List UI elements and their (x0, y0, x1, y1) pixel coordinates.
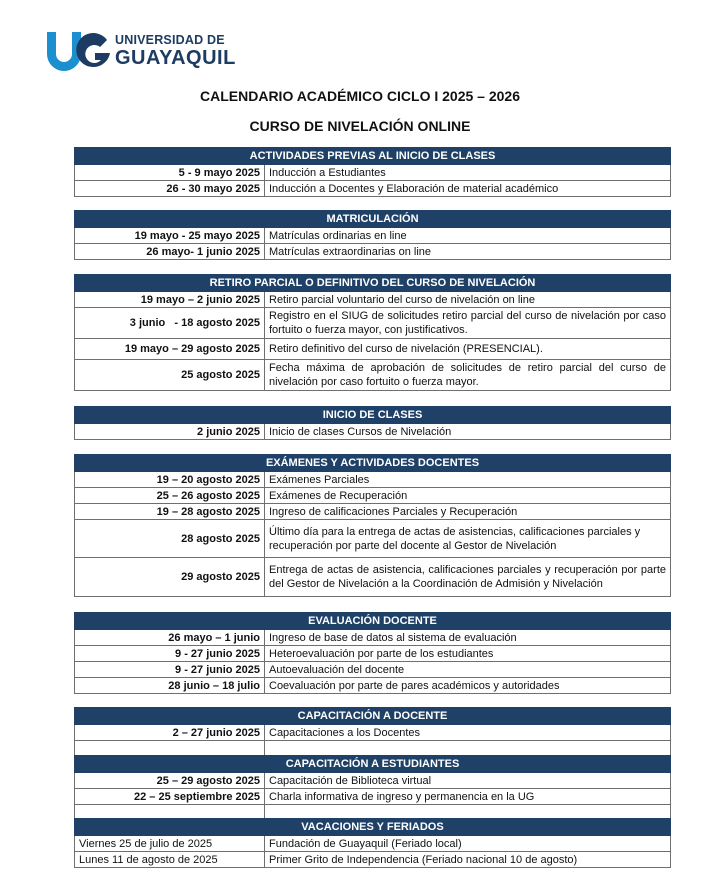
logo-line-1: UNIVERSIDAD DE (115, 33, 225, 48)
logo-line-2: GUAYAQUIL (115, 46, 236, 69)
row-description: Entrega de actas de asistencia, calificaciones parciales y recuperación por parte del Gestor de Nivelación a la Coordinación de Admisión y Nivelación (265, 558, 671, 597)
row-date: 25 – 29 agosto 2025 (75, 773, 265, 789)
row-description: Fecha máxima de aprobación de solicitudes de retiro parcial del curso de nivelación por caso fortuito o fuerza mayor. (265, 360, 671, 391)
table-row (75, 244, 671, 260)
row-description: Heteroevaluación por parte de los estudiantes (265, 646, 671, 662)
row-date: Lunes 11 de agosto de 2025 (75, 852, 265, 868)
row-description-empty (265, 741, 671, 756)
section-header: ACTIVIDADES PREVIAS AL INICIO DE CLASES (75, 148, 671, 165)
table-row (75, 852, 671, 868)
row-description: Matrículas ordinarias en line (265, 228, 671, 244)
row-description: Ingreso de base de datos al sistema de evaluación (265, 630, 671, 646)
table-row (75, 678, 671, 694)
row-description: Charla informativa de ingreso y permanencia en la UG (265, 789, 671, 805)
row-description: Primer Grito de Independencia (Feriado nacional 10 de agosto) (265, 852, 671, 868)
section-header: INICIO DE CLASES (75, 407, 671, 424)
row-description: Inducción a Docentes y Elaboración de material académico (265, 181, 671, 197)
row-description: Autoevaluación del docente (265, 662, 671, 678)
row-date: 28 junio – 18 julio (75, 678, 265, 694)
row-date: Viernes 25 de julio de 2025 (75, 836, 265, 852)
row-description: Último día para la entrega de actas de asistencias, calificaciones parciales y recuperación por parte del docente al Gestor de Nivelación (265, 520, 671, 558)
row-description: Registro en el SIUG de solicitudes retiro parcial del curso de nivelación por caso fortuito o fuerza mayor, con justificativos. (265, 308, 671, 339)
row-date: 9 - 27 junio 2025 (75, 646, 265, 662)
table-row (75, 308, 671, 339)
row-date: 22 – 25 septiembre 2025 (75, 789, 265, 805)
row-date: 29 agosto 2025 (75, 558, 265, 597)
row-date: 5 - 9 mayo 2025 (75, 165, 265, 181)
ug-logo-icon (45, 30, 111, 72)
section-capacitacion-estudiantes (74, 755, 671, 820)
row-date: 25 agosto 2025 (75, 360, 265, 391)
row-date: 19 mayo – 2 junio 2025 (75, 292, 265, 308)
table-row (75, 424, 671, 440)
table-row (75, 472, 671, 488)
table-row (75, 228, 671, 244)
row-description: Capacitaciones a los Docentes (265, 725, 671, 741)
section-capacitacion-docente (74, 707, 671, 756)
row-description: Exámenes Parciales (265, 472, 671, 488)
row-date-empty (75, 741, 265, 756)
row-date: 19 – 28 agosto 2025 (75, 504, 265, 520)
row-date: 26 - 30 mayo 2025 (75, 181, 265, 197)
row-date: 26 mayo – 1 junio (75, 630, 265, 646)
row-date: 2 – 27 junio 2025 (75, 725, 265, 741)
row-date: 9 - 27 junio 2025 (75, 662, 265, 678)
table-row (75, 504, 671, 520)
section-vacaciones-feriados (74, 818, 671, 868)
row-description: Retiro parcial voluntario del curso de nivelación on line (265, 292, 671, 308)
table-row (75, 773, 671, 789)
section-inicio-clases (74, 406, 671, 440)
row-description: Matrículas extraordinarias on line (265, 244, 671, 260)
section-header: EXÁMENES Y ACTIVIDADES DOCENTES (75, 455, 671, 472)
table-row (75, 165, 671, 181)
row-description: Fundación de Guayaquil (Feriado local) (265, 836, 671, 852)
section-header: MATRICULACIÓN (75, 211, 671, 228)
table-row (75, 181, 671, 197)
section-retiro (74, 274, 671, 391)
page-title: CALENDARIO ACADÉMICO CICLO I 2025 – 2026 (200, 88, 520, 104)
table-row (75, 339, 671, 360)
table-row (75, 558, 671, 597)
row-date: 19 – 20 agosto 2025 (75, 472, 265, 488)
row-description: Exámenes de Recuperación (265, 488, 671, 504)
row-date: 3 junio - 18 agosto 2025 (75, 308, 265, 339)
section-header: VACACIONES Y FERIADOS (75, 819, 671, 836)
row-date: 2 junio 2025 (75, 424, 265, 440)
table-row (75, 662, 671, 678)
section-actividades-previas (74, 147, 671, 197)
row-description: Retiro definitivo del curso de nivelación (PRESENCIAL). (265, 339, 671, 360)
row-date: 25 – 26 agosto 2025 (75, 488, 265, 504)
row-date: 19 mayo – 29 agosto 2025 (75, 339, 265, 360)
table-row (75, 360, 671, 391)
table-row (75, 836, 671, 852)
section-examenes (74, 454, 671, 597)
table-row (75, 630, 671, 646)
section-evaluacion-docente (74, 612, 671, 694)
section-header: RETIRO PARCIAL O DEFINITIVO DEL CURSO DE NIVELACIÓN (75, 275, 671, 292)
university-logo (45, 30, 236, 72)
row-date: 19 mayo - 25 mayo 2025 (75, 228, 265, 244)
row-description: Inducción a Estudiantes (265, 165, 671, 181)
row-description: Capacitación de Biblioteca virtual (265, 773, 671, 789)
row-description: Inicio de clases Cursos de Nivelación (265, 424, 671, 440)
table-row (75, 646, 671, 662)
row-date: 26 mayo- 1 junio 2025 (75, 244, 265, 260)
row-description: Coevaluación por parte de pares académicos y autoridades (265, 678, 671, 694)
table-row (75, 725, 671, 741)
section-matriculacion (74, 210, 671, 260)
section-header: CAPACITACIÓN A ESTUDIANTES (75, 756, 671, 773)
table-row (75, 488, 671, 504)
table-row (75, 789, 671, 805)
table-row-empty (75, 741, 671, 756)
row-description: Ingreso de calificaciones Parciales y Recuperación (265, 504, 671, 520)
table-row (75, 520, 671, 558)
section-header: EVALUACIÓN DOCENTE (75, 613, 671, 630)
section-header: CAPACITACIÓN A DOCENTE (75, 708, 671, 725)
page-subtitle: CURSO DE NIVELACIÓN ONLINE (249, 118, 471, 134)
table-row (75, 292, 671, 308)
row-date: 28 agosto 2025 (75, 520, 265, 558)
